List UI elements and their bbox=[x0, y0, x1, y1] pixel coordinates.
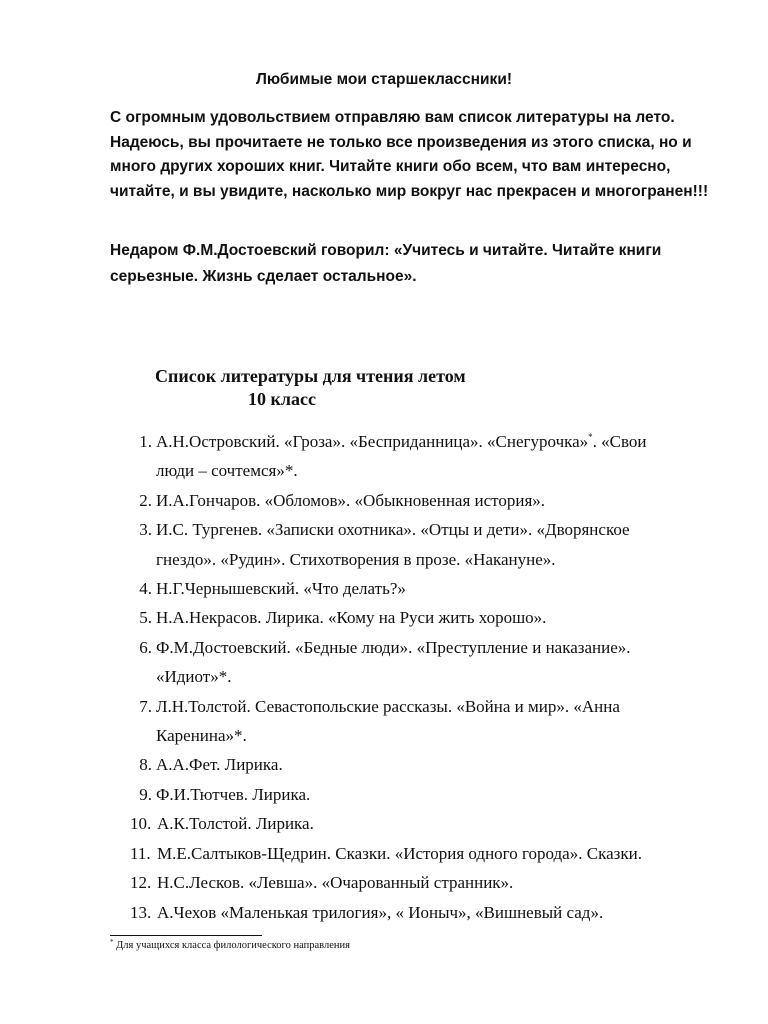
list-item bbox=[0, 427, 768, 486]
list-item-number: 2. bbox=[139, 490, 152, 510]
list-item-number: 1. bbox=[139, 432, 152, 451]
list-item bbox=[0, 809, 768, 838]
list-item-text: А.К.Толстой. Лирика. bbox=[157, 814, 314, 834]
list-item bbox=[0, 603, 768, 632]
list-item-number: 6. bbox=[139, 637, 152, 657]
list-item bbox=[0, 839, 768, 868]
list-item-number: 13. bbox=[130, 902, 152, 922]
footnote-separator bbox=[110, 935, 262, 936]
list-item-text: А.Чехов «Маленькая трилогия», « Ионыч», «Вишневый сад». bbox=[157, 902, 604, 922]
list-item-text: И.С. Тургенев. «Записки охотника». «Отцы и дети». «Дворянское гнездо». «Рудин». Стихотворения в прозе. «Накануне». bbox=[156, 520, 630, 569]
list-item bbox=[0, 515, 768, 574]
list-item-text: И.А.Гончаров. «Обломов». «Обыкновенная история». bbox=[156, 490, 546, 510]
list-item-text: А.А.Фет. Лирика. bbox=[156, 755, 283, 775]
list-item-text bbox=[156, 427, 676, 486]
list-item-number: 12. bbox=[130, 873, 152, 893]
list-item-number: 4. bbox=[139, 579, 152, 599]
list-item bbox=[0, 574, 768, 603]
footnote-reference: * bbox=[588, 432, 593, 442]
list-item-text-part: . «Свои люди – сочтемся»*. bbox=[156, 432, 647, 481]
reading-list-subtitle: 10 класс bbox=[248, 389, 316, 409]
list-item-number: 3. bbox=[139, 520, 152, 540]
reading-list bbox=[0, 427, 768, 927]
list-item-number: 9. bbox=[139, 784, 152, 804]
list-item-number: 5. bbox=[139, 608, 152, 628]
list-item-text: Н.Г.Чернышевский. «Что делать?» bbox=[156, 579, 406, 599]
list-item-number: 10. bbox=[130, 814, 152, 834]
footnote-mark: * bbox=[110, 938, 114, 946]
list-item bbox=[0, 780, 768, 809]
list-item bbox=[0, 633, 768, 692]
list-item-text: М.Е.Салтыков-Щедрин. Сказки. «История одного города». Сказки. bbox=[157, 843, 642, 863]
letter-greeting: Любимые мои старшеклассники! bbox=[255, 71, 513, 88]
reading-list-title: Список литературы для чтения летом bbox=[155, 366, 466, 386]
list-item-text: Л.Н.Толстой. Севастопольские рассказы. «Война и мир». «Анна Каренина»*. bbox=[156, 696, 620, 746]
list-item bbox=[0, 868, 768, 897]
list-item bbox=[0, 750, 768, 779]
list-item bbox=[0, 486, 768, 515]
list-item-text-part: А.Н.Островский. «Гроза». «Бесприданница». «Снегурочка» bbox=[156, 432, 589, 451]
letter-paragraph-1: С огромным удовольствием отправляю вам список литературы на лето. Надеюсь, вы прочитаете не только все произведения из этого списка, но и много других хороших книг. Читайте книги обо всем, что вам интересно, читайте, и вы увидите, насколько мир вокруг нас прекрасен и многогранен!!! bbox=[110, 109, 709, 200]
footnote-text: Для учащихся класса филологического направления bbox=[113, 940, 350, 951]
list-item-number: 7. bbox=[139, 696, 152, 716]
list-item-number: 11. bbox=[130, 843, 151, 863]
list-item-text: Н.А.Некрасов. Лирика. «Кому на Руси жить хорошо». bbox=[156, 608, 547, 628]
list-item bbox=[0, 898, 768, 927]
list-item bbox=[0, 692, 768, 751]
footnote bbox=[110, 940, 350, 951]
list-item-text: Ф.М.Достоевский. «Бедные люди». «Преступление и наказание». «Идиот»*. bbox=[156, 637, 631, 687]
letter-paragraph-2: Недаром Ф.М.Достоевский говорил: «Учитесь и читайте. Читайте книги серьезные. Жизнь сделает остальное». bbox=[110, 242, 662, 285]
list-item-number: 8. bbox=[139, 755, 152, 775]
list-item-text: Н.С.Лесков. «Левша». «Очарованный странник». bbox=[157, 873, 514, 893]
list-item-text: Ф.И.Тютчев. Лирика. bbox=[156, 784, 311, 804]
